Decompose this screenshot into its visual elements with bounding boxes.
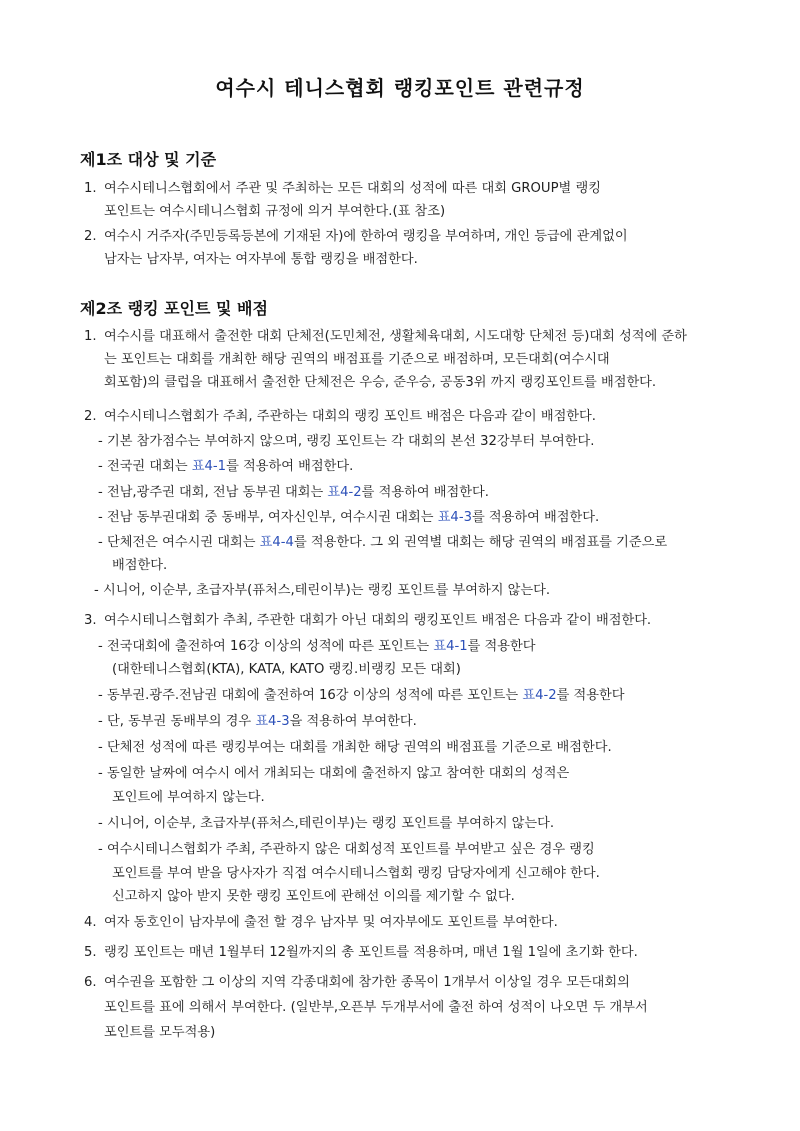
s2-item3-bullet5-cont: 포인트에 부여하지 않는다. [112,790,265,805]
section2-heading: 제2조 랭킹 포인트 및 배점 [80,299,268,318]
s2-item2-bullet1: - 기본 참가점수는 부여하지 않으며, 랭킹 포인트는 각 대회의 본선 32강부터 부여한다. [98,434,595,449]
bullet-text: - 전국권 대회는 [98,459,192,474]
s2-item3-number: 3. [84,613,97,628]
s2-item5-line: 랭킹 포인트는 매년 1월부터 12월까지의 총 포인트를 적용하며, 매년 1월 1일에 초기화 한다. [104,945,638,960]
bullet-text: - 동부권.광주.전남권 대회에 출전하여 16강 이상의 성적에 따른 포인트는 [98,688,523,703]
bullet-text: - 단체전은 여수시권 대회는 [98,535,260,550]
s2-item2-bullet6: - 시니어, 이순부, 초급자부(퓨처스,테린이부)는 랭킹 포인트를 부여하지 않는다. [94,583,551,598]
s2-item2-bullet5-cont: 배점한다. [112,558,168,573]
table-reference: 표4-2 [522,688,557,703]
s1-item1-line1: 여수시테니스협회에서 주관 및 주최하는 모든 대회의 성적에 따른 대회 GROUP별 랭킹 [104,181,601,196]
s2-item2-bullet5 [98,534,667,552]
s2-item3-bullet2 [98,687,625,705]
table-reference: 표4-3 [255,714,290,729]
s2-item5-number: 5. [84,945,97,960]
s2-item3-bullet1-cont: (대한테니스협회(KTA), KATA, KATO 랭킹.비랭킹 모든 대회) [112,662,461,677]
bullet-text: - 전남 동부권대회 중 동배부, 여자신인부, 여수시권 대회는 [98,510,438,525]
s2-item3-bullet1 [98,638,536,656]
s2-item2-bullet3 [98,484,489,502]
bullet-text: - 전남,광주권 대회, 전남 동부권 대회는 [98,485,328,500]
s2-item3-bullet7-cont2: 신고하지 않아 받지 못한 랭킹 포인트에 관해선 이의를 제기할 수 없다. [112,889,515,904]
s2-item3-bullet3 [98,713,417,731]
s2-item2-bullet2 [98,458,353,476]
s2-item3-bullet7-cont1: 포인트를 부여 받을 당사자가 직접 여수시테니스협회 랭킹 담당자에게 신고해야 한다. [112,866,600,881]
section1-heading: 제1조 대상 및 기준 [80,150,217,169]
s1-item2-line2: 남자는 남자부, 여자는 여자부에 통합 랭킹을 배점한다. [104,252,418,267]
s2-item1-line1: 여수시를 대표해서 출전한 대회 단체전(도민체전, 생활체육대회, 시도대항 단체전 등)대회 성적에 준하 [104,329,687,344]
s1-item2-line1: 여수시 거주자(주민등록등본에 기재된 자)에 한하여 랭킹을 부여하며, 개인 등급에 관계없이 [104,229,628,244]
s2-item2-line: 여수시테니스협회가 주최, 주관하는 대회의 랭킹 포인트 배점은 다음과 같이 배점한다. [104,409,596,424]
document-title: 여수시 테니스협회 랭킹포인트 관련규정 [215,76,585,100]
s2-item2-bullet4 [98,509,599,527]
s2-item1-line2: 는 포인트는 대회를 개최한 해당 권역의 배점표를 기준으로 배점하며, 모든대회(여수시대 [104,352,610,367]
s2-item3-bullet6: - 시니어, 이순부, 초급자부(퓨처스,테린이부)는 랭킹 포인트를 부여하지 않는다. [98,816,555,831]
bullet-text: - 전국대회에 출전하여 16강 이상의 성적에 따른 포인트는 [98,639,434,654]
s2-item1-line3: 회포함)의 클럽을 대표해서 출전한 단체전은 우승, 준우승, 공동3위 까지 랭킹포인트를 배점한다. [104,375,657,390]
bullet-text: 를 적용한다 [467,639,536,654]
table-reference: 표4-1 [433,639,468,654]
s2-item3-bullet7: - 여수시테니스협회가 주최, 주관하지 않은 대회성적 포인트를 부여받고 싶은 경우 랭킹 [98,842,595,857]
s2-item4-number: 4. [84,915,97,930]
bullet-text: 를 적용한다. 그 외 권역별 대회는 해당 권역의 배점표를 기준으로 [293,535,668,550]
bullet-text: 를 적용하여 배점한다. [226,459,354,474]
bullet-text: 를 적용하여 배점한다. [471,510,600,525]
s2-item3-bullet4: - 단체전 성적에 따른 랭킹부여는 대회를 개최한 해당 권역의 배점표를 기준으로 배점한다. [98,740,612,755]
s2-item6-line1: 여수권을 포함한 그 이상의 지역 각종대회에 참가한 종목이 1개부서 이상일 경우 모든대회의 [104,975,630,990]
s2-item6-line3: 포인트를 모두적용) [104,1025,216,1040]
s2-item3-bullet5: - 동일한 날짜에 여수시 에서 개최되는 대회에 출전하지 않고 참여한 대회의 성적은 [98,766,570,781]
table-reference: 표4-1 [191,459,227,474]
s1-item1-line2: 포인트는 여수시테니스협회 규정에 의거 부여한다.(표 참조) [104,204,446,219]
table-reference: 표4-2 [327,485,362,500]
s1-item1-number: 1. [84,181,97,196]
s2-item3-line: 여수시테니스협회가 추최, 주관한 대회가 아닌 대회의 랭킹포인트 배점은 다음과 같이 배점한다. [104,613,652,628]
s2-item4-line: 여자 동호인이 남자부에 출전 할 경우 남자부 및 여자부에도 포인트를 부여한다. [104,915,558,930]
bullet-text: 를 적용한다 [556,688,625,703]
s2-item1-number: 1. [84,329,97,344]
s2-item6-number: 6. [84,975,97,990]
table-reference: 표4-4 [259,535,294,550]
s2-item2-number: 2. [84,409,97,424]
bullet-text: 를 적용하여 배점한다. [361,485,489,500]
bullet-text: 을 적용하여 부여한다. [289,714,417,729]
bullet-text: - 단, 동부권 동배부의 경우 [98,714,256,729]
s2-item6-line2: 포인트를 표에 의해서 부여한다. (일반부,오픈부 두개부서에 출전 하여 성적이 나오면 두 개부서 [104,1000,648,1015]
table-reference: 표4-3 [437,510,472,525]
s1-item2-number: 2. [84,229,97,244]
